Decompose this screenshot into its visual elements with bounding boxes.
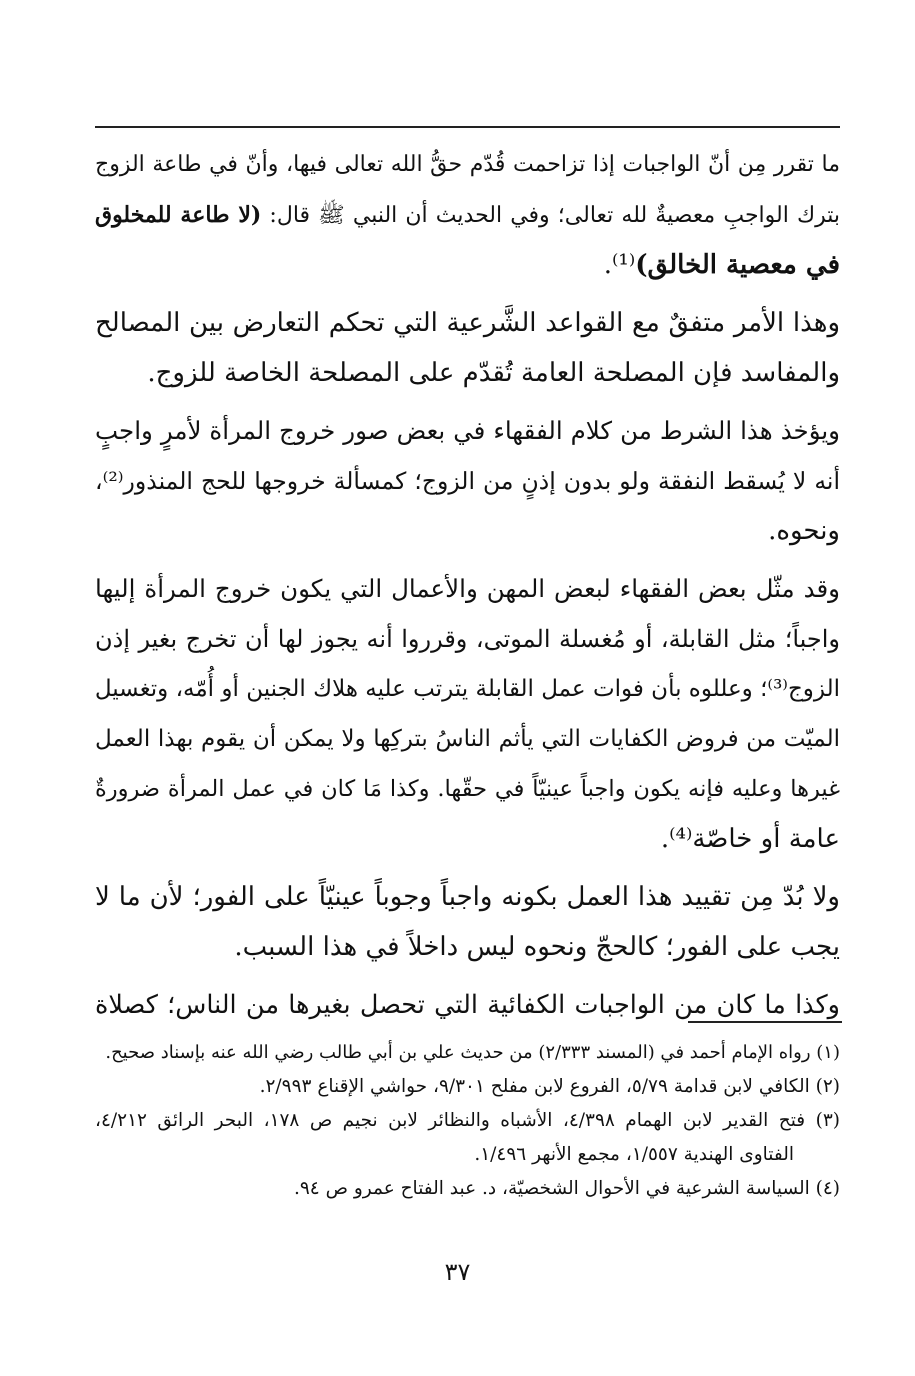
body-line: غيرها وعليه فإنه يكون واجباً عينيّاً في حقّها. وكذا مَا كان في عمل المرأة ضرورةٌ [95, 776, 840, 802]
footnote: (٣) فتح القدير لابن الهمام ٤/٣٩٨، الأشباه والنظائر لابن نجيم ص ١٧٨، البحر الرائق ٤/٢١٢، [95, 1110, 840, 1131]
main-text [95, 140, 840, 1030]
body-line: ما تقرر مِن أنّ الواجبات إذا تزاحمت قُدّم حقُّ الله تعالى فيها، وأنّ في طاعة الزوج [95, 152, 840, 177]
page-number: ٣٧ [444, 1258, 471, 1286]
body-line: وكذا ما كان من الواجبات الكفائية التي تحصل بغيرها من الناس؛ كصلاة [95, 990, 840, 1020]
body-line: وقد مثّل بعض الفقهاء لبعض المهن والأعمال التي يكون خروج المرأة إليها [95, 574, 840, 603]
body-line: بترك الواجبِ معصيةٌ لله تعالى؛ وفي الحديث أن النبي ﷺ قال: (لا طاعة للمخلوق [95, 202, 840, 228]
body-line: في معصية الخالق)⁽¹⁾. [603, 250, 840, 280]
footnote: (٢) الكافي لابن قدامة ٥/٧٩، الفروع لابن مفلح ٩/٣٠١، حواشي الإقناع ٢/٩٩٣. [259, 1076, 840, 1097]
body-line: ولا بُدّ مِن تقييد هذا العمل بكونه واجباً وجوباً عينيّاً على الفور؛ لأن ما لا [95, 882, 840, 912]
body-line: ونحوه. [768, 516, 840, 546]
body-line: ويؤخذ هذا الشرط من كلام الفقهاء في بعض صور خروج المرأة لأمرٍ واجبٍ [95, 416, 840, 445]
body-line: الميّت من فروض الكفايات التي يأثم الناسُ بتركِها ولا يمكن أن يقوم بهذا العمل [95, 726, 840, 752]
top-rule [95, 126, 840, 128]
footnote-rule [688, 1021, 842, 1023]
hadith-quote: (لا طاعة للمخلوق [95, 202, 262, 228]
footnote-continuation: الفتاوى الهندية ١/٥٥٧، مجمع الأنهر ١/٤٩٦. [474, 1144, 794, 1165]
body-line: عامة أو خاصّة⁽⁴⁾. [660, 824, 840, 854]
hadith-quote: في معصية الخالق) [635, 250, 840, 280]
body-line: أنه لا يُسقط النفقة ولو بدون إذنٍ من الزوج؛ كمسألة خروجها للحج المنذور⁽²⁾، [95, 467, 840, 495]
footnotes [95, 1036, 840, 1206]
footnote: (١) رواه الإمام أحمد في (المسند ٢/٣٣٣) من حديث علي بن أبي طالب رضي الله عنه بإسناد صحيح. [105, 1042, 840, 1063]
body-line: يجب على الفور؛ كالحجّ ونحوه ليس داخلاً في هذا السبب. [234, 932, 840, 962]
footnote: (٤) السياسة الشرعية في الأحوال الشخصيّة، د. عبد الفتاح عمرو ص ٩٤. [293, 1178, 840, 1199]
body-line: وهذا الأمر متفقٌ مع القواعد الشَّرعية التي تحكم التعارض بين المصالح [95, 308, 840, 338]
body-line: والمفاسد فإن المصلحة العامة تُقدّم على المصلحة الخاصة للزوج. [147, 358, 840, 388]
body-line: الزوج⁽³⁾؛ وعللوه بأن فوات عمل القابلة يترتب عليه هلاك الجنين أو أُمّه، وتغسيل [94, 676, 840, 702]
body-line: واجباً؛ مثل القابلة، أو مُغسلة الموتى، وقرروا أنه يجوز لها أن تخرج بغير إذن [95, 625, 840, 653]
